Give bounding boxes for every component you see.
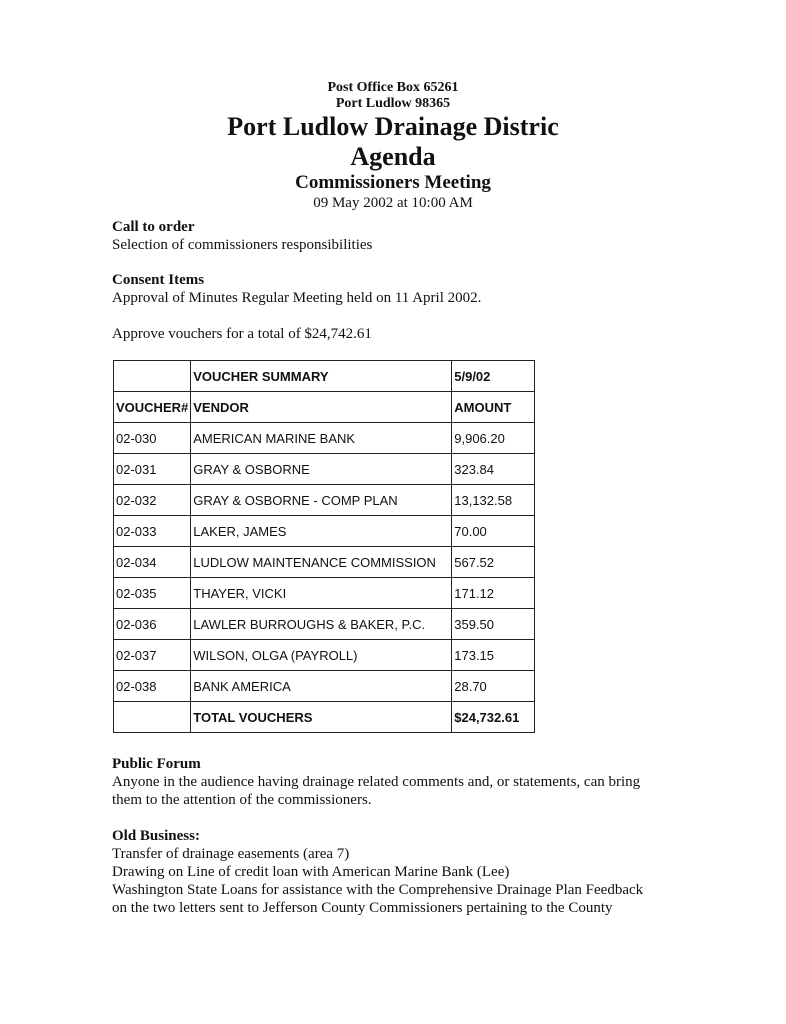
voucher-number: 02-030 — [114, 423, 191, 454]
voucher-number: 02-036 — [114, 609, 191, 640]
po-box: Post Office Box 65261 — [327, 80, 459, 95]
table-row — [114, 671, 535, 702]
table-row — [114, 640, 535, 671]
vendor: LAKER, JAMES — [191, 516, 452, 547]
table-header-row — [114, 392, 535, 423]
list-item: Drawing on Line of credit loan with American Marine Bank (Lee) — [112, 864, 510, 880]
amount: 171.12 — [452, 578, 535, 609]
section-text: Selection of commissioners responsibilities — [112, 237, 373, 253]
vendor: GRAY & OSBORNE — [191, 454, 452, 485]
table-title-row — [114, 361, 535, 392]
table-row — [114, 485, 535, 516]
voucher-number: 02-033 — [114, 516, 191, 547]
section-heading: Call to order — [112, 219, 195, 235]
table-row — [114, 578, 535, 609]
vendor: THAYER, VICKI — [191, 578, 452, 609]
list-item: Transfer of drainage easements (area 7) — [112, 846, 350, 862]
voucher-number: 02-034 — [114, 547, 191, 578]
old-business-section — [112, 827, 643, 917]
column-header: VENDOR — [191, 392, 452, 423]
voucher-number: 02-038 — [114, 671, 191, 702]
city-zip: Port Ludlow 98365 — [335, 96, 451, 111]
table-row — [114, 609, 535, 640]
public-forum-section — [112, 755, 640, 809]
section-text: them to the attention of the commissioners. — [112, 792, 372, 808]
amount: 323.84 — [452, 454, 535, 485]
list-item: on the two letters sent to Jefferson County Commissioners pertaining to the County — [112, 900, 613, 916]
voucher-number: 02-035 — [114, 578, 191, 609]
meeting-title: Commissioners Meeting — [295, 172, 491, 193]
table-date: 5/9/02 — [452, 361, 535, 392]
voucher-number: 02-032 — [114, 485, 191, 516]
vendor: GRAY & OSBORNE - COMP PLAN — [191, 485, 452, 516]
voucher-number: 02-031 — [114, 454, 191, 485]
table-title: VOUCHER SUMMARY — [191, 361, 452, 392]
section-heading: Consent Items — [112, 272, 205, 288]
vendor: LAWLER BURROUGHS & BAKER, P.C. — [191, 609, 452, 640]
amount: 13,132.58 — [452, 485, 535, 516]
call-to-order-section — [112, 218, 372, 254]
amount: 28.70 — [452, 671, 535, 702]
document-title: Port Ludlow Drainage Distric — [227, 112, 559, 141]
section-heading: Public Forum — [112, 756, 201, 772]
voucher-number: 02-037 — [114, 640, 191, 671]
amount: 359.50 — [452, 609, 535, 640]
total-label: TOTAL VOUCHERS — [191, 702, 452, 733]
column-header: AMOUNT — [452, 392, 535, 423]
table-row — [114, 454, 535, 485]
amount: 9,906.20 — [452, 423, 535, 454]
vendor: BANK AMERICA — [191, 671, 452, 702]
table-row — [114, 423, 535, 454]
table-row — [114, 547, 535, 578]
total-row — [114, 702, 535, 733]
vendor: AMERICAN MARINE BANK — [191, 423, 452, 454]
table-row — [114, 516, 535, 547]
list-item: Washington State Loans for assistance with the Comprehensive Drainage Plan Feedback — [112, 882, 644, 898]
meeting-date: 09 May 2002 at 10:00 AM — [313, 195, 473, 211]
total-amount: $24,732.61 — [452, 702, 535, 733]
consent-items-section — [112, 271, 481, 343]
document-header — [0, 80, 786, 212]
amount: 567.52 — [452, 547, 535, 578]
voucher-summary-table — [113, 360, 535, 733]
amount: 173.15 — [452, 640, 535, 671]
vendor: WILSON, OLGA (PAYROLL) — [191, 640, 452, 671]
agenda-title: Agenda — [350, 142, 436, 171]
section-text: Anyone in the audience having drainage related comments and, or statements, can bring — [112, 774, 641, 790]
vouchers-approval: Approve vouchers for a total of $24,742.61 — [112, 326, 372, 342]
vendor: LUDLOW MAINTENANCE COMMISSION — [191, 547, 452, 578]
minutes-approval: Approval of Minutes Regular Meeting held on 11 April 2002. — [112, 290, 482, 306]
section-heading: Old Business: — [112, 828, 200, 844]
column-header: VOUCHER# — [114, 392, 191, 423]
amount: 70.00 — [452, 516, 535, 547]
